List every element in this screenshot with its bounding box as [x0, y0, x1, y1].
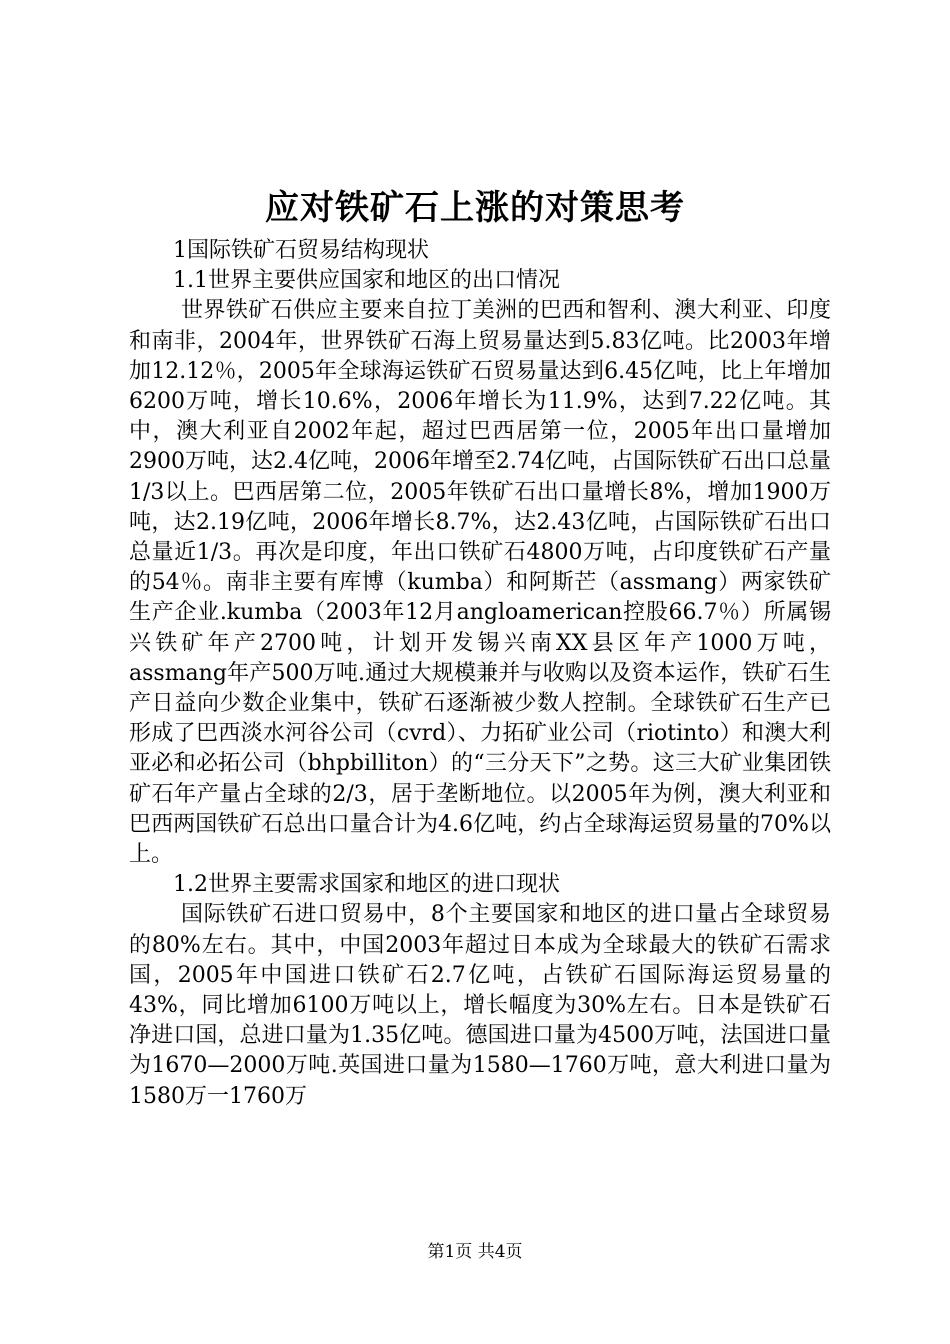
- document-title: 应对铁矿石上涨的对策思考: [265, 188, 685, 228]
- page-number-footer: 第1页 共4页: [427, 1242, 523, 1262]
- paragraph-supply-exports: 世界铁矿石供应主要来自拉丁美洲的巴西和智利、澳大利亚、印度和南非，2004年，世界铁矿石海上贸易量达到5.83亿吨。比2003年增加12.12％，2005年全球海运铁矿石贸易量达到6.45亿吨，比上年增加6200万吨，增长10.6%，2006年增长为11.9%，达到7.22亿吨。其中，澳大利亚自2002年起，超过巴西居第一位，2005年出口量增加2900万吨，达2.4亿吨，2006年增至2.74亿吨，占国际铁矿石出口总量1/3以上。巴西居第二位，2005年铁矿石出口量增长8%，增加1900万吨，达2.19亿吨，2006年增长8.7%，达2.43亿吨，占国际铁矿石出口总量近1/3。再次是印度，年出口铁矿石4800万吨，占印度铁矿石产量的54％。南非主要有库博（kumba）和阿斯芒（assmang）两家铁矿生产企业.kumba（2003年12月angloamerican控股66.7％）所属锡兴铁矿年产2700吨，计划开发锡兴南XX县区年产1000万吨，assmang年产500万吨.通过大规模兼并与收购以及资本运作，铁矿石生产日益向少数企业集中，铁矿石逐渐被少数人控制。全球铁矿石生产已形成了巴西淡水河谷公司（cvrd）、力拓矿业公司（riotinto）和澳大利亚必和必拓公司（bhpbilliton）的“三分天下”之势。这三大矿业集团铁矿石年产量占全球的2/3，居于垄断地位。以2005年为例，澳大利亚和巴西两国铁矿石总出口量合计为4.6亿吨，约占全球海运贸易量的70%以上。: [129, 298, 831, 868]
- document-body: [129, 236, 831, 1112]
- section-heading-1-1: 1.1世界主要供应国家和地区的出口情况: [173, 268, 560, 294]
- section-heading-1-2: 1.2世界主要需求国家和地区的进口现状: [173, 872, 560, 898]
- section-heading-1: 1国际铁矿石贸易结构现状: [173, 238, 429, 263]
- paragraph-demand-imports: 国际铁矿石进口贸易中，8个主要国家和地区的进口量占全球贸易的80%左右。其中，中国2003年超过日本成为全球最大的铁矿石需求国，2005年中国进口铁矿石2.7亿吨，占铁矿石国际海运贸易量的43%，同比增加6100万吨以上，增长幅度为30%左右。日本是铁矿石净进口国，总进口量为1.35亿吨。德国进口量为4500万吨，法国进口量为1670—2000万吨.英国进口量为1580—1760万吨，意大利进口量为1580万一1760万: [129, 902, 831, 1109]
